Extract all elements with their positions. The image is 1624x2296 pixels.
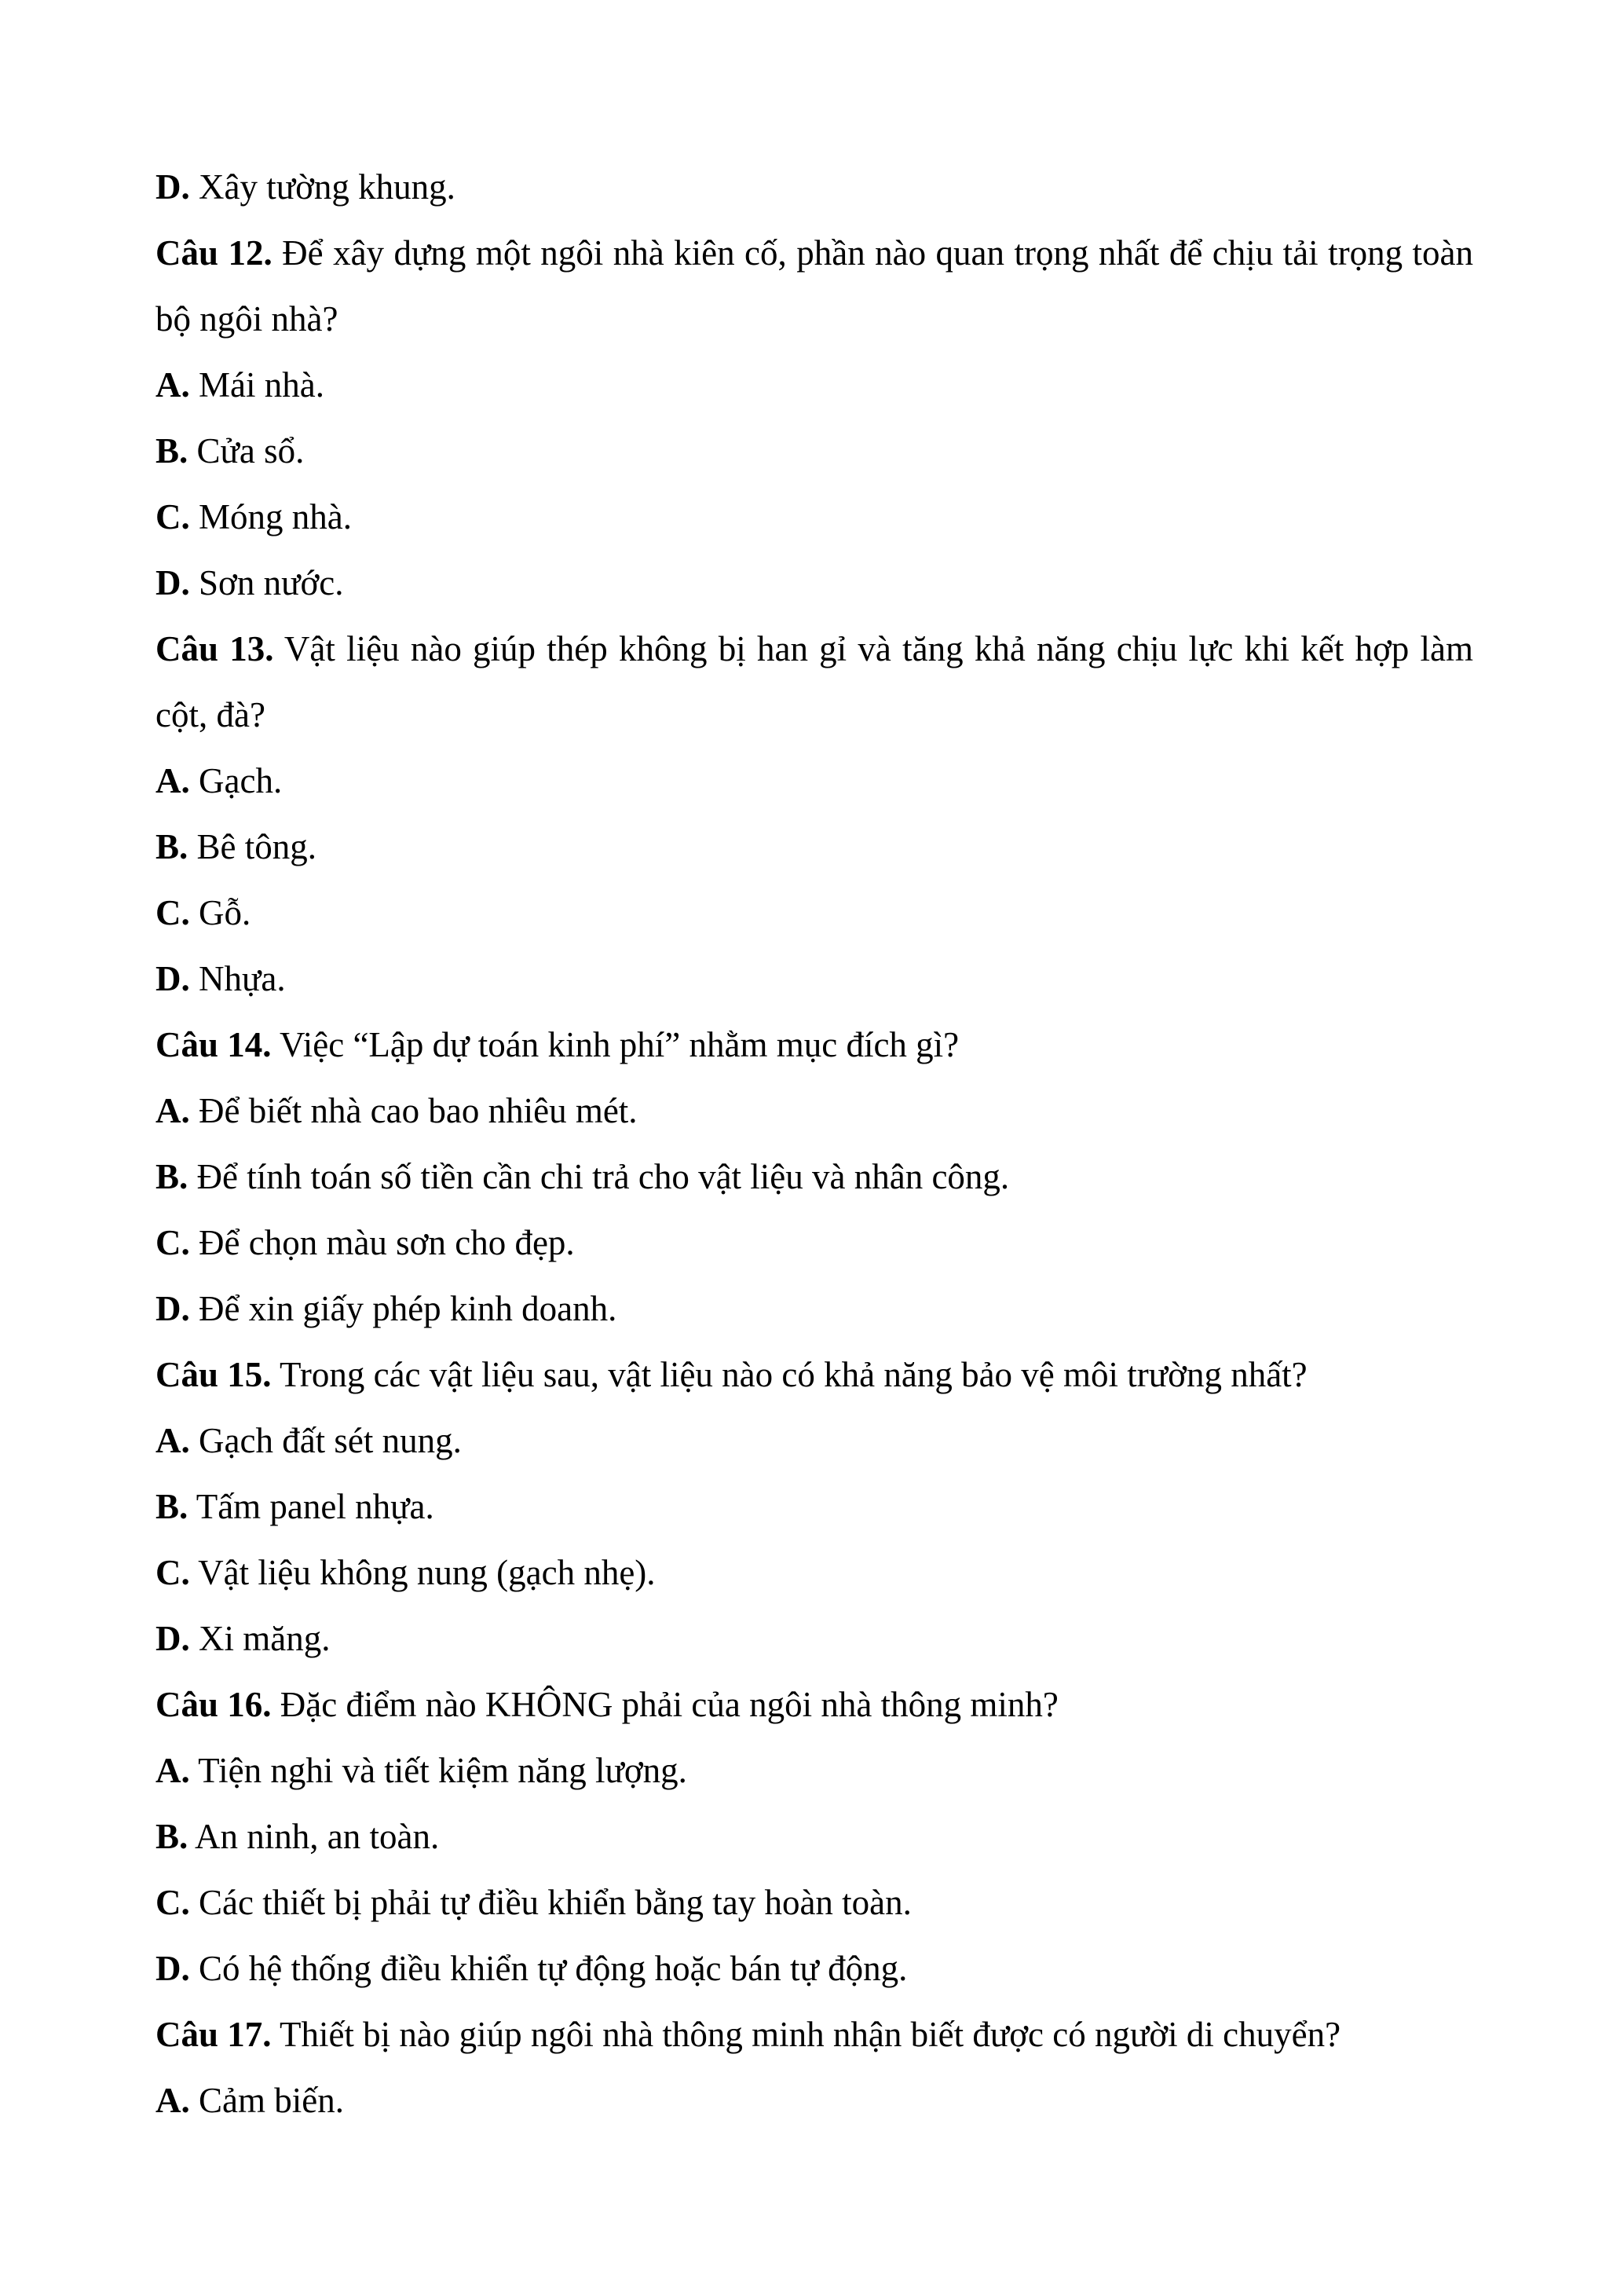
question-text: Trong các vật liệu sau, vật liệu nào có khả năng bảo vệ môi trường nhất? (271, 1355, 1308, 1394)
option-text: Có hệ thống điều khiển tự động hoặc bán tự động. (189, 1949, 908, 1988)
question-14-stem (155, 1012, 1473, 1078)
question-12-stem (155, 220, 1473, 352)
document-content (155, 154, 1473, 2133)
question-16-option-d (155, 1935, 1473, 2001)
option-label: C. (155, 497, 190, 536)
question-14-option-b (155, 1144, 1473, 1210)
question-label: Câu 14. (155, 1025, 272, 1064)
option-text: Xi măng. (189, 1619, 331, 1658)
option-text: Để chọn màu sơn cho đẹp. (189, 1223, 575, 1262)
question-14-option-d (155, 1276, 1473, 1342)
question-label: Câu 16. (155, 1685, 272, 1724)
question-13-stem (155, 616, 1473, 748)
question-12-option-c (155, 484, 1473, 550)
option-label: C. (155, 1223, 190, 1262)
option-label: C. (155, 1883, 190, 1922)
option-label: A. (155, 365, 190, 405)
question-text: Để xây dựng một ngôi nhà kiên cố, phần nào quan trọng nhất để chịu tải trọng toàn bộ ngôi nhà? (155, 233, 1473, 339)
question-13-option-d (155, 946, 1473, 1012)
option-text: Tấm panel nhựa. (188, 1487, 434, 1526)
question-17-stem (155, 2001, 1473, 2067)
option-label: D. (155, 563, 190, 602)
option-label: A. (155, 1751, 190, 1790)
option-text: Để biết nhà cao bao nhiêu mét. (189, 1091, 638, 1130)
option-text: Nhựa. (189, 959, 286, 998)
question-15-option-b (155, 1474, 1473, 1540)
question-15-option-d (155, 1606, 1473, 1672)
option-d-prev (155, 154, 1473, 220)
question-13-option-b (155, 814, 1473, 880)
question-label: Câu 15. (155, 1355, 272, 1394)
question-12-option-a (155, 352, 1473, 418)
question-16-option-a (155, 1738, 1473, 1803)
option-label: B. (155, 1817, 188, 1856)
option-label: C. (155, 893, 190, 932)
question-15-stem (155, 1342, 1473, 1408)
question-16-stem (155, 1672, 1473, 1738)
option-text: Gỗ. (189, 893, 251, 932)
option-label: A. (155, 761, 190, 800)
option-text: Xây tường khung. (189, 167, 455, 207)
question-label: Câu 17. (155, 2015, 272, 2054)
option-text: Cửa sổ. (188, 431, 305, 471)
question-15-option-c (155, 1540, 1473, 1606)
question-text: Vật liệu nào giúp thép không bị han gỉ và tăng khả năng chịu lực khi kết hợp làm cột, đà? (155, 629, 1473, 734)
option-text: Vật liệu không nung (gạch nhẹ). (189, 1553, 656, 1592)
option-label: D. (155, 167, 190, 207)
option-text: Cảm biến. (189, 2081, 344, 2120)
question-text: Việc “Lập dự toán kinh phí” nhằm mục đích gì? (271, 1025, 960, 1064)
question-17-option-a (155, 2067, 1473, 2133)
option-label: C. (155, 1553, 190, 1592)
option-label: D. (155, 959, 190, 998)
question-text: Thiết bị nào giúp ngôi nhà thông minh nhận biết được có người di chuyển? (271, 2015, 1341, 2054)
question-13-option-a (155, 748, 1473, 814)
question-text: Đặc điểm nào KHÔNG phải của ngôi nhà thông minh? (271, 1685, 1059, 1724)
option-label: D. (155, 1949, 190, 1988)
question-12-option-d (155, 550, 1473, 616)
option-text: Móng nhà. (189, 497, 352, 536)
option-text: Để xin giấy phép kinh doanh. (189, 1289, 617, 1328)
option-label: A. (155, 1421, 190, 1460)
option-text: Gạch. (189, 761, 283, 800)
option-text: Bê tông. (188, 827, 317, 866)
option-label: B. (155, 1157, 188, 1196)
option-text: Để tính toán số tiền cần chi trả cho vật liệu và nhân công. (188, 1157, 1010, 1196)
question-16-option-b (155, 1803, 1473, 1869)
option-text: Gạch đất sét nung. (189, 1421, 462, 1460)
question-14-option-c (155, 1210, 1473, 1276)
option-text: An ninh, an toàn. (188, 1817, 440, 1856)
option-label: D. (155, 1619, 190, 1658)
question-16-option-c (155, 1869, 1473, 1935)
option-label: D. (155, 1289, 190, 1328)
question-15-option-a (155, 1408, 1473, 1474)
option-text: Các thiết bị phải tự điều khiển bằng tay hoàn toàn. (189, 1883, 912, 1922)
option-label: B. (155, 1487, 188, 1526)
question-label: Câu 13. (155, 629, 274, 668)
question-14-option-a (155, 1078, 1473, 1144)
option-text: Tiện nghi và tiết kiệm năng lượng. (189, 1751, 687, 1790)
option-label: B. (155, 431, 188, 471)
question-13-option-c (155, 880, 1473, 946)
question-12-option-b (155, 418, 1473, 484)
question-label: Câu 12. (155, 233, 272, 273)
option-text: Mái nhà. (189, 365, 324, 405)
option-label: A. (155, 1091, 190, 1130)
option-label: A. (155, 2081, 190, 2120)
option-text: Sơn nước. (189, 563, 344, 602)
option-label: B. (155, 827, 188, 866)
